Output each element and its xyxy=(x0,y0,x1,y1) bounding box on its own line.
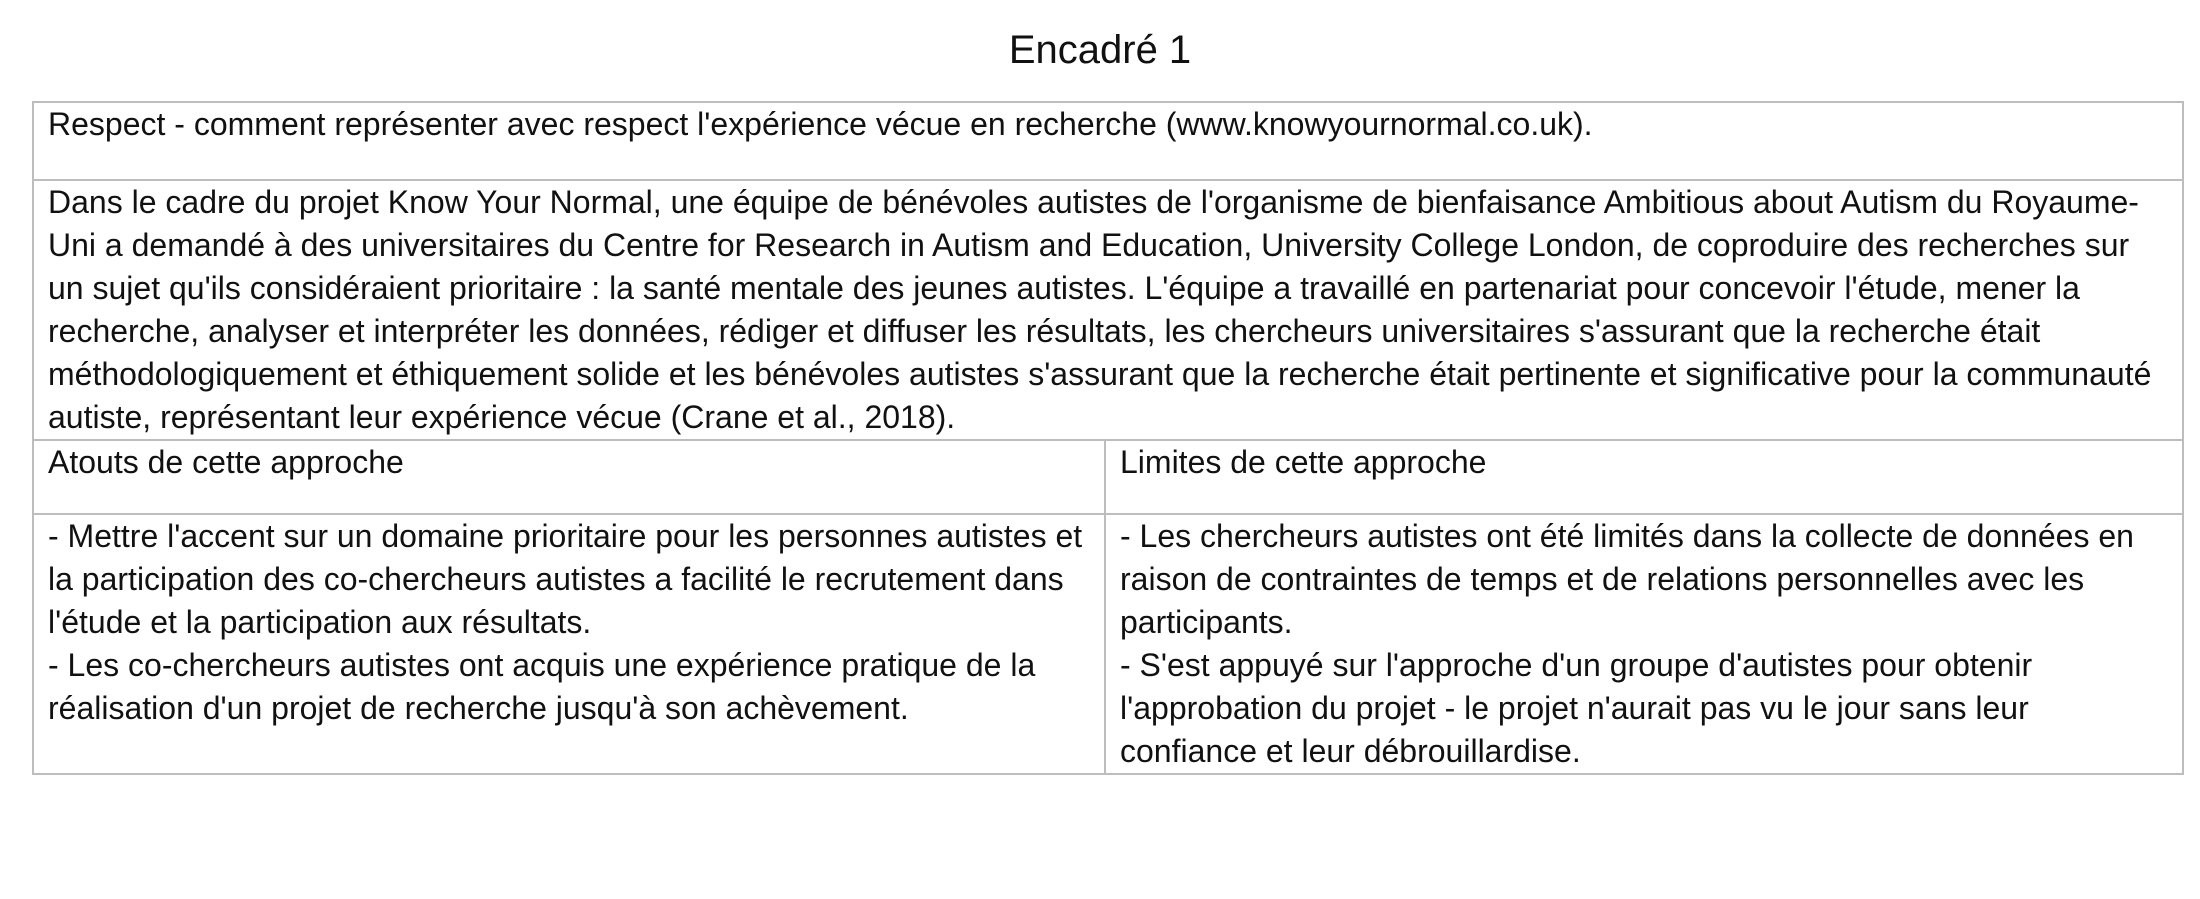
strength-point: - Les co-chercheurs autistes ont acquis une expérience pratique de la réalisation d'un projet de recherche jusqu'à son achèvement. xyxy=(48,647,1036,726)
limit-point: - S'est appuyé sur l'approche d'un groupe d'autistes pour obtenir l'approbation du projet - le projet n'aurait pas vu le jour sans leur confiance et leur débrouillardise. xyxy=(1120,647,2033,769)
respect-cell: Respect - comment représenter avec respect l'expérience vécue en recherche (www.knowyournormal.co.uk). xyxy=(33,102,2183,180)
limit-point: - Les chercheurs autistes ont été limités dans la collecte de données en raison de contraintes de temps et de relations personnelles avec les participants. xyxy=(1120,518,2134,640)
strengths-cell xyxy=(33,514,1105,774)
info-box-table xyxy=(32,101,2184,775)
description-cell: Dans le cadre du projet Know Your Normal, une équipe de bénévoles autistes de l'organisme de bienfaisance Ambitious about Autism du Royaume-Uni a demandé à des universitaires du Centre for Research in Autism and Education, University College London, de coproduire des recherches sur un sujet qu'ils considéraient prioritaire : la santé mentale des jeunes autistes. L'équipe a travaillé en partenariat pour concevoir l'étude, mener la recherche, analyser et interpréter les données, rédiger et diffuser les résultats, les chercheurs universitaires s'assurant que la recherche était méthodologiquement et éthiquement solide et les bénévoles autistes s'assurant que la recherche était pertinente et significative pour la communauté autiste, représentant leur expérience vécue (Crane et al., 2018). xyxy=(33,180,2183,440)
page-title: Encadré 1 xyxy=(1008,28,1192,72)
points-row xyxy=(33,514,2183,774)
description-row xyxy=(33,180,2183,440)
limits-cell xyxy=(1105,514,2183,774)
limits-header: Limites de cette approche xyxy=(1105,440,2183,514)
respect-row xyxy=(33,102,2183,180)
strengths-header: Atouts de cette approche xyxy=(33,440,1105,514)
column-header-row xyxy=(33,440,2183,514)
strength-point: - Mettre l'accent sur un domaine prioritaire pour les personnes autistes et la participation des co-chercheurs autistes a facilité le recrutement dans l'étude et la participation aux résultats. xyxy=(48,518,1083,640)
